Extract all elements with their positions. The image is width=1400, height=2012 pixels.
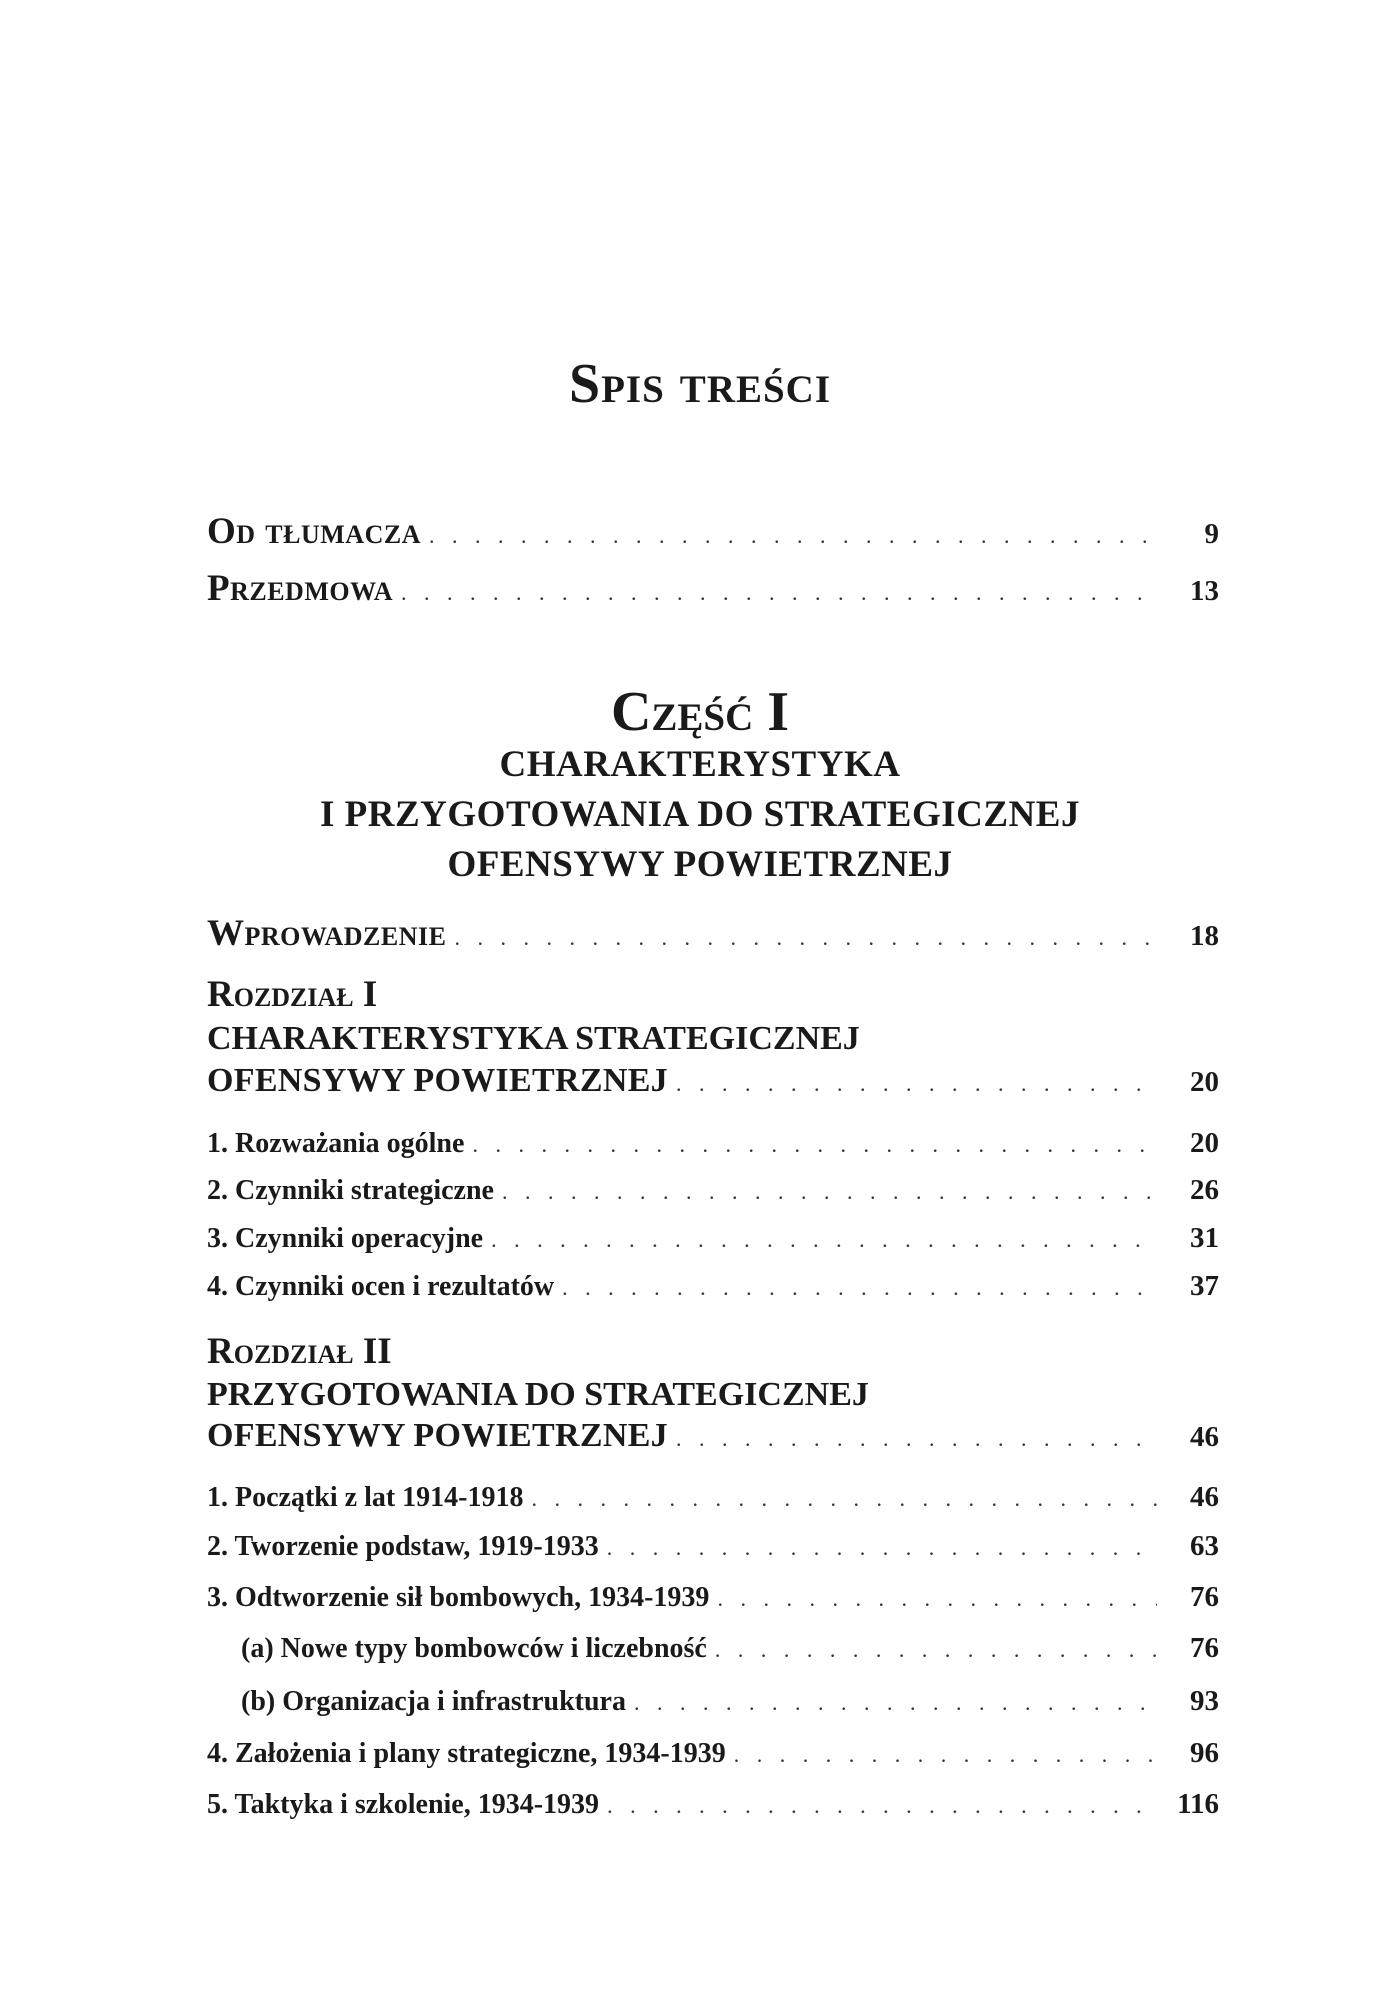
toc-subentry[interactable] [207,1270,1219,1303]
part-subtitle-line: OFENSYWY POWIETRZNEJ [447,844,953,885]
leader-dots [401,580,1157,606]
page-title: Spis treści [568,353,832,415]
leader-dots [734,1742,1157,1768]
toc-entry-label: Od tłumacza [207,511,421,552]
toc-entry-wprowadzenie[interactable] [207,912,1219,955]
toc-entry-label: 5. Taktyka i szkolenie, 1934-1939 [207,1789,600,1820]
toc-entry-label: 3. Odtworzenie sił bombowych, 1934-1939 [207,1582,710,1613]
toc-subentry[interactable] [207,1581,1219,1614]
leader-dots [676,1426,1157,1452]
chapter-title-line: CHARAKTERYSTYKA STRATEGICZNEJ [207,1020,860,1057]
toc-subentry[interactable] [207,1222,1219,1255]
leader-dots [562,1275,1157,1301]
toc-entry-przedmowa[interactable] [207,567,1219,610]
leader-dots [491,1227,1157,1253]
toc-entry-label: Wprowadzenie [207,913,447,954]
toc-entry-page: 13 [1190,575,1219,607]
toc-entry-label: 1. Rozważania ogólne [207,1128,465,1159]
toc-entry-label: 3. Czynniki operacyjne [207,1223,484,1254]
leader-dots [607,1535,1157,1561]
leader-dots [502,1179,1157,1205]
leader-dots [532,1486,1158,1512]
toc-subentry[interactable] [207,1127,1219,1160]
toc-entry-page: 46 [1190,1481,1219,1513]
leader-dots [472,1132,1157,1158]
toc-entry-chapter2[interactable] [207,1417,1219,1455]
toc-subentry[interactable] [207,1530,1219,1563]
toc-entry-page: 18 [1190,920,1219,952]
toc-entry-page: 9 [1204,518,1219,550]
toc-entry-od-tlumacza[interactable] [207,510,1219,553]
toc-subentry[interactable] [207,1737,1219,1770]
toc-entry-page: 37 [1190,1270,1219,1302]
toc-entry-page: 76 [1190,1581,1219,1613]
part-title: Część I [610,681,790,743]
toc-entry-label: (a) Nowe typy bombowców i liczebność [241,1633,707,1664]
leader-dots [676,1071,1157,1097]
toc-entry-label: Przedmowa [207,568,393,609]
toc-entry-label: 4. Czynniki ocen i rezultatów [207,1271,555,1302]
toc-entry-page: 96 [1190,1737,1219,1769]
toc-entry-page: 31 [1190,1222,1219,1254]
toc-subentry-nested[interactable] [241,1685,1219,1718]
toc-subentry[interactable] [207,1174,1219,1207]
chapter-heading: Rozdział II [207,1331,392,1372]
toc-entry-label: 4. Założenia i plany strategiczne, 1934-1939 [207,1738,726,1769]
toc-entry-label: 2. Czynniki strategiczne [207,1175,494,1206]
toc-subentry-nested[interactable] [241,1632,1219,1665]
toc-entry-page: 20 [1190,1066,1219,1098]
leader-dots [607,1793,1155,1819]
toc-entry-label: (b) Organizacja i infrastruktura [241,1686,626,1717]
part-subtitle-line: I PRZYGOTOWANIA DO STRATEGICZNEJ [320,794,1080,835]
toc-entry-page: 46 [1190,1421,1219,1453]
toc-entry-page: 93 [1190,1685,1219,1717]
toc-entry-page: 20 [1190,1127,1219,1159]
toc-entry-page: 76 [1190,1632,1219,1664]
chapter-heading: Rozdział I [207,974,378,1015]
toc-entry-page: 63 [1190,1530,1219,1562]
toc-entry-page: 116 [1177,1788,1219,1820]
chapter-title-line: PRZYGOTOWANIA DO STRATEGICZNEJ [207,1376,869,1413]
toc-entry-label: 1. Początki z lat 1914-1918 [207,1482,524,1513]
toc-entry-chapter1[interactable] [207,1062,1219,1100]
part-subtitle-line: CHARAKTERYSTYKA [499,744,901,785]
chapter-title-line: OFENSYWY POWIETRZNEJ [207,1417,668,1454]
leader-dots [454,925,1157,951]
toc-subentry[interactable] [207,1481,1219,1514]
toc-subentry[interactable] [207,1788,1219,1821]
leader-dots [717,1586,1157,1612]
leader-dots [715,1637,1157,1663]
leader-dots [429,523,1157,549]
toc-entry-label: 2. Tworzenie podstaw, 1919-1933 [207,1531,599,1562]
leader-dots [634,1690,1157,1716]
toc-entry-page: 26 [1190,1174,1219,1206]
chapter-title-line: OFENSYWY POWIETRZNEJ [207,1062,668,1099]
